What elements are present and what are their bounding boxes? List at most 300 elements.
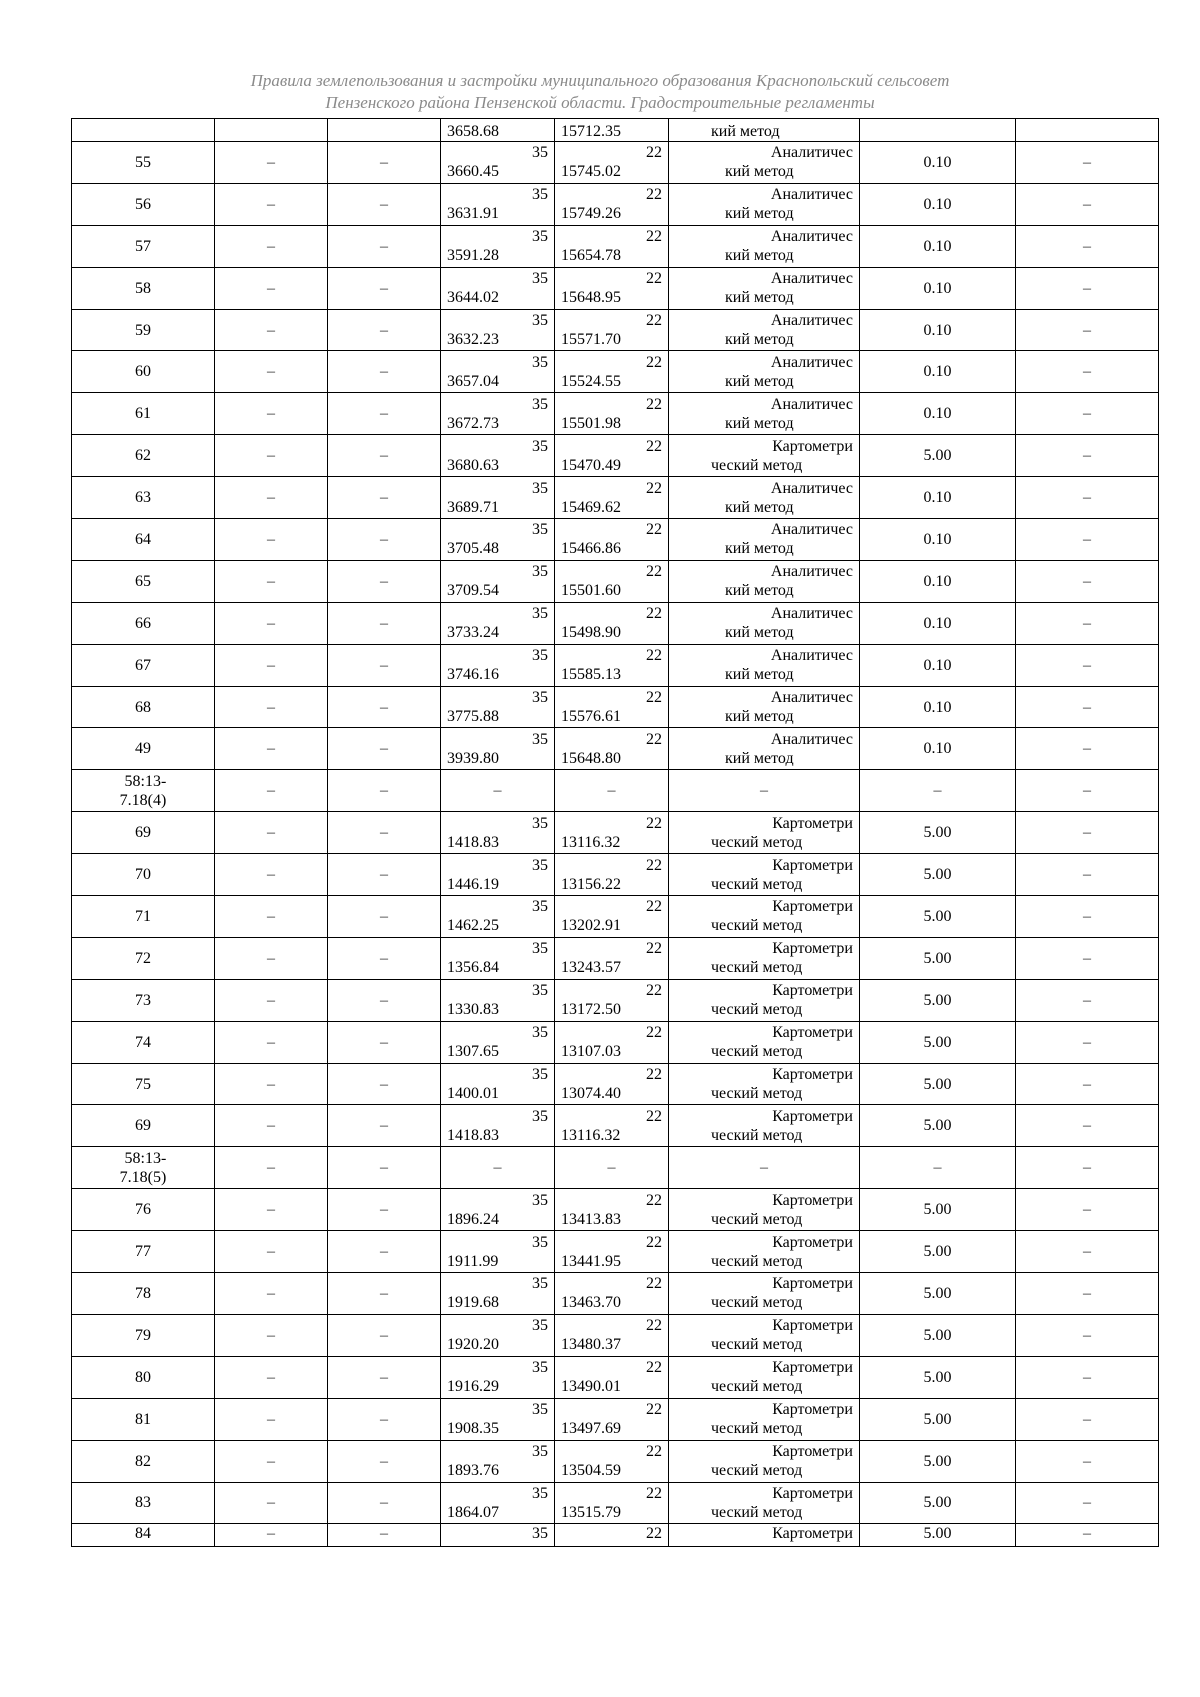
y-value-bottom: 15654.78 [561,247,621,265]
method-line-1: Аналитичес [770,353,853,371]
cell-x [441,979,555,1021]
x-value-top: 35 [532,605,548,623]
cell-dash: – [328,183,441,225]
cell-accuracy: 0.10 [860,728,1016,770]
cell-point-number: 74 [72,1021,215,1063]
method-line-1: Картометри [772,1401,853,1419]
cell-dash: – [215,1231,328,1273]
cell-y [555,812,669,854]
y-value-top: 22 [646,1024,662,1042]
x-value-bottom: 1462.25 [447,917,499,935]
x-value-top: 35 [532,312,548,329]
cell-point-number: 57 [72,225,215,267]
y-value-top: 22 [646,395,662,413]
cell-x [441,1314,555,1356]
cell-x [441,1063,555,1105]
x-value-top: 35 [532,1107,548,1125]
y-value-bottom: 13490.01 [561,1378,621,1396]
cell-point-number: 64 [72,519,215,561]
x-value-bottom: 1356.84 [447,959,499,977]
table-row [72,1105,1159,1147]
method-line-2: кий метод [725,582,794,600]
cell-y [555,1273,669,1315]
cell-x [441,519,555,561]
method-line-2: ческий метод [711,833,803,851]
cell-accuracy: 0.10 [860,686,1016,728]
cell-method [669,477,860,519]
method-line-1: Аналитичес [770,689,853,707]
method-line-1: Картометри [772,982,853,1000]
y-value-bottom: 13413.83 [561,1210,621,1228]
cell-x [441,686,555,728]
cell-dash: – [860,770,1016,812]
cell-accuracy: 5.00 [860,1273,1016,1315]
cell-accuracy: 0.10 [860,644,1016,686]
cell-method [669,1021,860,1063]
cell-point-number: 60 [72,351,215,393]
cell-point-number: 66 [72,602,215,644]
y-value-bottom: 13116.32 [561,833,621,851]
method-line-2: ческий метод [711,917,803,935]
method-line-1: Аналитичес [770,312,853,329]
cell-y [555,1398,669,1440]
cell-accuracy: 0.10 [860,225,1016,267]
cell-x [441,477,555,519]
cell-x [441,1189,555,1231]
cell-y [555,1021,669,1063]
table-row-partial [72,1524,1159,1547]
method-line-2: ческий метод [711,959,803,977]
y-value-top: 22 [646,940,662,958]
method-line-2: ческий метод [711,875,803,893]
x-value-top: 35 [532,982,548,1000]
cell-point-number: 61 [72,393,215,435]
cell-y [555,351,669,393]
y-value-bottom: 15469.62 [561,498,621,516]
y-value-bottom: 13172.50 [561,1001,621,1019]
table-row [72,1314,1159,1356]
cell-method [669,1189,860,1231]
x-value-top: 35 [532,395,548,413]
cell-y [555,602,669,644]
x-value-bottom: 1400.01 [447,1085,499,1103]
cell-dash: – [215,1063,328,1105]
y-value-top: 22 [646,521,662,539]
method-line-1: Аналитичес [770,228,853,246]
cell-point [72,119,215,142]
cell-method [669,979,860,1021]
cell-y [555,435,669,477]
cell-dash: – [1016,393,1159,435]
method-line-2: кий метод [725,749,794,767]
cell-y [555,686,669,728]
cell-dash: – [215,142,328,184]
x-value-bottom: 3746.16 [447,666,499,684]
cell-point-number: 72 [72,937,215,979]
method-line-1: Картометри [772,1233,853,1251]
cell-dash: – [215,435,328,477]
cell-empty [1016,119,1159,142]
x-value-top: 35 [532,437,548,455]
method-line-2: ческий метод [711,1001,803,1019]
cell-dash: – [215,1356,328,1398]
cell-dash: – [1016,1398,1159,1440]
cell-y [555,119,669,142]
x-value-bottom: 1916.29 [447,1378,499,1396]
cell-dash: – [328,896,441,938]
cell-dash: – [328,1189,441,1231]
method-line-2: кий метод [725,205,794,223]
cell-y [555,896,669,938]
cell-dash: – [328,1063,441,1105]
table-row [72,644,1159,686]
cell-point-number: 80 [72,1356,215,1398]
cell-dash: – [328,1524,441,1547]
cell-accuracy: 5.00 [860,896,1016,938]
section-id-line-2: 7.18(5) [119,1168,167,1186]
x-value-bottom: 3680.63 [447,456,499,474]
method-line-1: Картометри [772,1191,853,1209]
cell-point-number: 69 [72,812,215,854]
cell-dash: – [328,602,441,644]
cell-dash: – [215,477,328,519]
y-value-bottom: 15648.95 [561,289,621,307]
cell-dash: – [1016,267,1159,309]
cell-dash: – [328,267,441,309]
cell-dash: – [328,435,441,477]
cell-dash: – [328,812,441,854]
cell-x [441,1482,555,1524]
cell-dash: – [328,393,441,435]
cell-dash: – [1016,1147,1159,1189]
cell-dash: – [328,477,441,519]
cell-dash: – [1016,728,1159,770]
x-value-top: 35 [532,563,548,581]
y-value-top: 22 [646,186,662,204]
x-value-top: 35 [532,1191,548,1209]
cell-point-number: 63 [72,477,215,519]
cell-x [441,1398,555,1440]
y-value-top: 22 [646,814,662,832]
cell-dash: – [1016,812,1159,854]
method-line-2: кий метод [725,289,794,307]
cell-method [669,225,860,267]
y-value-bottom: 15576.61 [561,708,621,726]
cell-dash: – [1016,351,1159,393]
cell-dash: – [1016,1356,1159,1398]
cell-dash: – [215,309,328,351]
cell-y [555,1189,669,1231]
cell-section-id [72,770,215,812]
cell-accuracy: 0.10 [860,267,1016,309]
x-value-bottom: 3632.23 [447,331,499,348]
cell-method [669,1231,860,1273]
cell-point-number: 62 [72,435,215,477]
y-value-top: 22 [646,1443,662,1461]
cell-dash: – [328,1314,441,1356]
table-row [72,477,1159,519]
method-line-1: Картометри [772,898,853,916]
table-row [72,1356,1159,1398]
cell-dash: – [669,1147,860,1189]
x-value-bottom: 3591.28 [447,247,499,265]
cell-dash: – [1016,225,1159,267]
cell-dash: – [328,560,441,602]
cell-dash: – [1016,435,1159,477]
table-row [72,728,1159,770]
table-row [72,225,1159,267]
cell-method [669,183,860,225]
cell-y [555,1314,669,1356]
cell-dash: – [328,686,441,728]
y-value-bottom: 13202.91 [561,917,621,935]
cell-accuracy: 0.10 [860,519,1016,561]
y-value-bottom: 15470.49 [561,456,621,474]
cell-point-number: 84 [72,1524,215,1547]
cell-dash: – [328,1105,441,1147]
cell-method [669,1524,860,1547]
cell-dash: – [1016,1105,1159,1147]
cell-dash: – [328,309,441,351]
cell-x [441,896,555,938]
y-value-bottom: 15501.98 [561,414,621,432]
table-row [72,351,1159,393]
table-row-section [72,770,1159,812]
x-value-top: 35 [532,1066,548,1084]
table-row [72,1063,1159,1105]
method-line-2: ческий метод [711,1043,803,1061]
section-id-stack [120,1149,167,1187]
cell-dash: – [328,1398,441,1440]
x-value-top: 35 [532,898,548,916]
method-line-2: кий метод [725,666,794,684]
table-row [72,393,1159,435]
x-value-top: 35 [532,689,548,707]
cell-x [441,309,555,351]
cell-y [555,393,669,435]
y-value-bottom: 15571.70 [561,331,621,348]
cell-dash: – [328,854,441,896]
cell-dash: – [215,770,328,812]
method-line-2: ческий метод [711,1085,803,1103]
cell-point-number: 81 [72,1398,215,1440]
y-value-top: 22 [646,605,662,623]
y-value-top: 22 [646,1401,662,1419]
cell-y [555,560,669,602]
y-value-top: 22 [646,1484,662,1502]
cell-x [441,1105,555,1147]
cell-dash: – [328,1482,441,1524]
cell-method [669,602,860,644]
cell-point-number: 59 [72,309,215,351]
x-value: 3658.68 [447,123,499,140]
x-value-top: 35 [532,270,548,288]
cell-x [441,1273,555,1315]
y-value-top: 22 [646,1275,662,1293]
y-value-bottom: 13107.03 [561,1043,621,1061]
cell-x [441,142,555,184]
table-row [72,686,1159,728]
cell-method [669,560,860,602]
x-value-top: 35 [532,186,548,204]
cell-dash: – [441,1147,555,1189]
x-value-top: 35 [532,1024,548,1042]
cell-dash: – [215,979,328,1021]
x-value-top: 35 [532,1359,548,1377]
y-value-bottom: 15749.26 [561,205,621,223]
cell-point-number: 55 [72,142,215,184]
table-row-continued [72,119,1159,142]
y-value-top: 22 [646,312,662,329]
x-value-top: 35 [532,1525,548,1543]
cell-accuracy: 0.10 [860,477,1016,519]
method-value: кий метод [711,123,780,140]
cell-point-number: 58 [72,267,215,309]
cell-accuracy: 5.00 [860,1440,1016,1482]
cell-method [669,435,860,477]
cell-dash: – [215,393,328,435]
method-line-2: ческий метод [711,1252,803,1270]
cell-dash: – [1016,979,1159,1021]
cell-dash: – [328,1273,441,1315]
x-value-bottom: 1330.83 [447,1001,499,1019]
cell-method [669,644,860,686]
cell-x [441,267,555,309]
method-line-1: Аналитичес [770,730,853,748]
cell-dash: – [328,937,441,979]
table-row [72,1021,1159,1063]
cell-dash: – [328,519,441,561]
table-row [72,1273,1159,1315]
cell-dash: – [1016,937,1159,979]
x-value-top: 35 [532,1484,548,1502]
cell-dash: – [1016,1482,1159,1524]
cell-accuracy: 5.00 [860,1189,1016,1231]
cell-dash: – [328,142,441,184]
cell-accuracy: 0.10 [860,183,1016,225]
cell-accuracy: 0.10 [860,351,1016,393]
x-value-bottom: 1864.07 [447,1503,499,1521]
y-value-bottom: 13515.79 [561,1503,621,1521]
table-row [72,1231,1159,1273]
cell-dash: – [1016,519,1159,561]
cell-dash: – [328,1231,441,1273]
cell-method [669,1398,860,1440]
cell-dash: – [1016,686,1159,728]
y-value-top: 22 [646,479,662,497]
cell-dash: – [328,1356,441,1398]
method-line-1: Картометри [772,1484,853,1502]
cell-accuracy: 5.00 [860,1231,1016,1273]
y-value-bottom: 13463.70 [561,1294,621,1312]
table-body [72,119,1159,1547]
x-value-bottom: 1896.24 [447,1210,499,1228]
cell-dash: – [328,1440,441,1482]
cell-accuracy: 0.10 [860,393,1016,435]
cell-y [555,644,669,686]
x-value-bottom: 3657.04 [447,372,499,390]
cell-accuracy: 0.10 [860,602,1016,644]
x-value-top: 35 [532,1233,548,1251]
y-value-bottom: 13497.69 [561,1420,621,1438]
method-line-1: Картометри [772,940,853,958]
method-line-2: кий метод [725,331,794,348]
coordinates-table [71,118,1159,1547]
method-line-2: ческий метод [711,1126,803,1144]
method-line-1: Картометри [772,1107,853,1125]
cell-x [441,1440,555,1482]
cell-dash: – [215,183,328,225]
cell-dash: – [215,1021,328,1063]
cell-point-number: 56 [72,183,215,225]
cell-dash: – [1016,1231,1159,1273]
method-line-1: Картометри [772,856,853,874]
cell-dash: – [328,728,441,770]
cell-dash: – [1016,770,1159,812]
cell-method [669,119,860,142]
y-value-bottom: 13074.40 [561,1085,621,1103]
cell-dash: – [669,770,860,812]
cell-dash: – [1016,1314,1159,1356]
cell-accuracy: 5.00 [860,1063,1016,1105]
cell-y [555,142,669,184]
table-row [72,309,1159,351]
x-value-bottom: 1307.65 [447,1043,499,1061]
cell-method [669,1314,860,1356]
cell-x [441,644,555,686]
x-value-bottom: 3733.24 [447,624,499,642]
table-row [72,142,1159,184]
y-value-top: 22 [646,270,662,288]
y-value-top: 22 [646,856,662,874]
cell-point-number: 76 [72,1189,215,1231]
cell-accuracy: 5.00 [860,979,1016,1021]
x-value-top: 35 [532,814,548,832]
cell-dash: – [328,770,441,812]
y-value-bottom: 15498.90 [561,624,621,642]
cell-x [441,937,555,979]
y-value: 15712.35 [561,123,621,140]
y-value-bottom: 15466.86 [561,540,621,558]
y-value-bottom: 13480.37 [561,1336,621,1354]
y-value-bottom: 15501.60 [561,582,621,600]
cell-x [441,393,555,435]
method-line-2: ческий метод [711,1420,803,1438]
cell-x [441,1021,555,1063]
cell-dash: – [215,267,328,309]
y-value-top: 22 [646,1066,662,1084]
cell-dash: – [1016,1273,1159,1315]
cell-dash: – [1016,560,1159,602]
cell-dash: – [215,1440,328,1482]
y-value-bottom: 15585.13 [561,666,621,684]
x-value-bottom: 3631.91 [447,205,499,223]
method-line-1: Аналитичес [770,563,853,581]
method-line-1: Картометри [772,1024,853,1042]
method-line-2: ческий метод [711,1210,803,1228]
cell-point-number: 65 [72,560,215,602]
cell-y [555,183,669,225]
method-line-2: кий метод [725,540,794,558]
cell-y [555,728,669,770]
cell-dash: – [215,644,328,686]
table-row [72,519,1159,561]
cell-empty [328,119,441,142]
cell-point-number: 69 [72,1105,215,1147]
cell-point-number: 73 [72,979,215,1021]
table-row [72,1440,1159,1482]
method-line-1: Картометри [772,1275,853,1293]
